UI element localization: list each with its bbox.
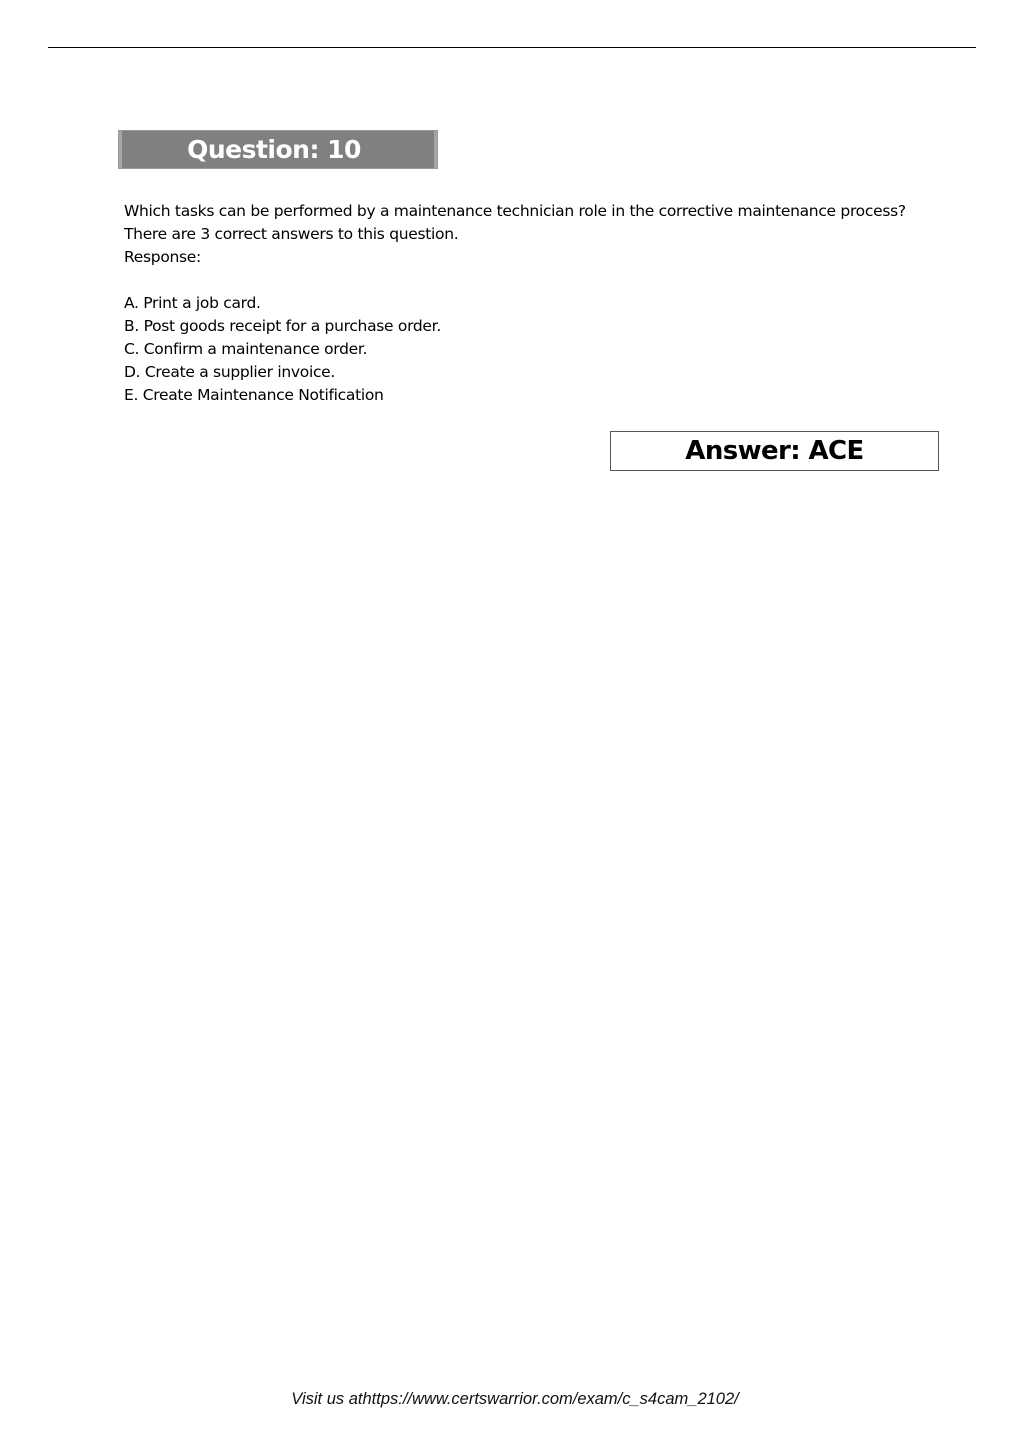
question-number-badge <box>118 130 438 169</box>
answer-options-list <box>124 292 441 407</box>
question-line: There are 3 correct answers to this question. <box>124 225 459 243</box>
answer-option-d: D. Create a supplier invoice. <box>124 363 336 381</box>
answer-option-b: B. Post goods receipt for a purchase order. <box>124 317 441 335</box>
header-rule <box>48 47 976 48</box>
question-number-label: Question: 10 <box>187 135 361 164</box>
answer-option-c: C. Confirm a maintenance order. <box>124 340 368 358</box>
question-text <box>124 200 954 269</box>
answer-option-e: E. Create Maintenance Notification <box>124 386 384 404</box>
answer-option-a: A. Print a job card. <box>124 294 261 312</box>
answer-label: Answer: ACE <box>685 436 864 466</box>
answer-box <box>610 431 939 471</box>
question-line: Which tasks can be performed by a maintenance technician role in the corrective maintenance process? <box>124 202 906 220</box>
question-line: Response: <box>124 248 201 266</box>
footer-visit-link[interactable]: Visit us athttps://www.certswarrior.com/exam/c_s4cam_2102/ <box>291 1390 739 1408</box>
